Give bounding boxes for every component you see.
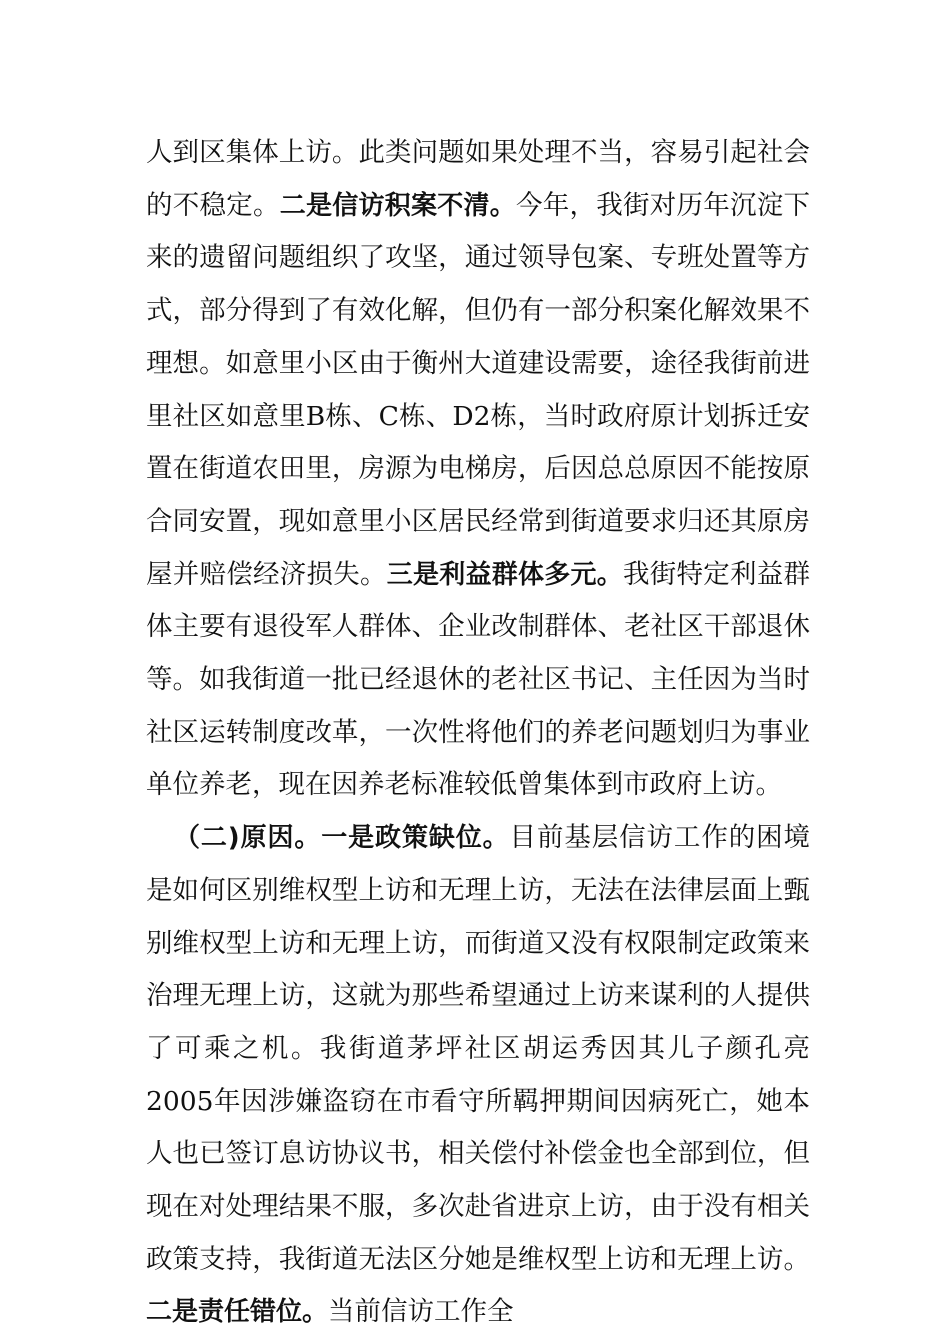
paragraph-2-sentence-3: 当前信访工作全 [328, 1296, 514, 1328]
paragraph-causes-of-problems [146, 127, 810, 812]
subheading-diverse-interest-groups: 三是利益群体多元。 [386, 559, 623, 590]
paragraph-reasons [146, 812, 810, 1339]
paragraph-1-sentence-1: 人到区集体上访。此类问题如果处理不当，容易引起社会的不稳定。 [146, 137, 810, 221]
body-text [146, 127, 810, 1339]
paragraph-1-sentence-3: 今年，我街对历年沉淀下来的遗留问题组织了攻坚，通过领导包案、专班处置等方式，部分得到了有效化解，但仍有一部分积案化解效果不理想。如意里小区由于衡州大道建设需要，途径我街前进里社区如意里B栋、C栋、D2栋，当时政府原计划拆迁安置在街道农田里，房源为电梯房，后因总总原因不能按原合同安置，现如意里小区居民经常到街道要求归还其原房屋并赔偿经济损失。 [146, 189, 810, 590]
subheading-petition-backlog: 二是信访积案不清。 [279, 190, 516, 221]
section-heading-reasons: （二)原因。一是政策缺位。 [174, 823, 510, 854]
subheading-responsibility-misplaced: 二是责任错位。 [146, 1297, 329, 1328]
paragraph-2-sentence-1: 目前基层信访工作的困境是如何区别维权型上访和无理上访，无法在法律层面上甄别维权型上访和无理上访，而街道又没有权限制定政策来治理无理上访，这就为那些希望通过上访来谋利的人提供了可乘之机。我街道茅坪社区胡运秀因其儿子颜孔亮2005年因涉嫌盗窃在市看守所羁押期间因病死亡，她本人也已签订息访协议书，相关偿付补偿金也全部到位，但现在对处理结果不服，多次赴省进京上访，由于没有相关政策支持，我街道无法区分她是维权型上访和无理上访。 [146, 822, 811, 1275]
paragraph-1-sentence-5: 我街特定利益群体主要有退役军人群体、企业改制群体、老社区干部退休等。如我街道一批已经退休的老社区书记、主任因为当时社区运转制度改革，一次性将他们的养老问题划归为事业单位养老，现在因养老标准较低曾集体到市政府上访。 [146, 558, 810, 801]
